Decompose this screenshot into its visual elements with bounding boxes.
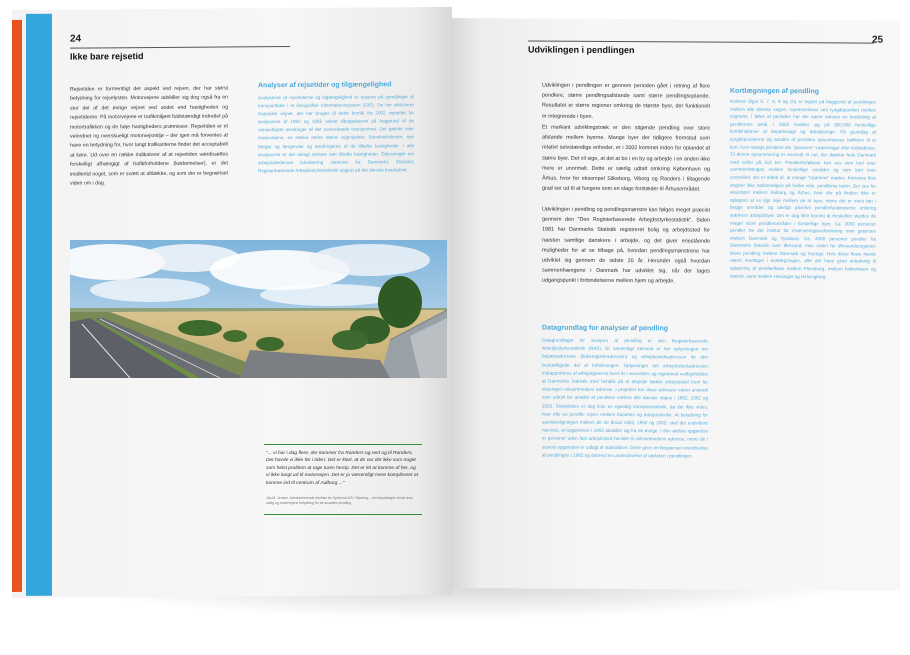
right-running-head: Udviklingen i pendlingen [528, 44, 635, 56]
right-page [452, 18, 900, 591]
right-page-number: 25 [872, 34, 884, 46]
left-sidebar-text: Analyserne af rejsetiderne og tilgængelighed er baseret på opmålinger af transporttider i et Geografisk Informationssystem (GIS). De her eksisterer historiske vejnet, der har bruges til dette formål fra 2002 vejnettet for analyserne af 1992 og 1982 vejnet tilbagedateret på baggrund af de væsentligste ændringer af det overordnede transportnet. Det gælder især motorvejene, en række andre større vejprojekter, Storebæltsbroen, nye færger og færgeruter og ændringerne af de tilladte hastigheder. I alle analyserne er der anlagt samme sæt tilladte hastigheder. Oplysninger om arbejdsstedernes lokalisering stammer fra Danmarks Statistiks Registerbaserede Arbejdsstyrkestatistik opgjort på det danske kvadratnet. [258, 94, 414, 174]
left-sidebar-heading: Analyser af rejsetider og tilgængelighed [258, 81, 392, 90]
left-header-rule [70, 46, 290, 49]
quote-box [264, 444, 422, 516]
highway-photo [70, 240, 447, 378]
right-header-rule [528, 40, 874, 43]
right-sidebar2-heading: Datagrundlag for analyser af pendling [542, 324, 669, 333]
right-sidebar2-text: Datagrundlaget for analyser af pendling er den Registerbaserede Arbejdsstyrkestatistik (RAS). Et væsentligt element er her oplysningen om bopælsadressen (folkeregisteradressen) og arbejdsstedsadressen for den beskæftigede del af befolkningen. Oplysninger om arbejdsstedsadressen indrapporteres af arbejdsgiverne hvert år i november, og registreret vedligeholdes af Danmarks Statistik med henblik på at afspejle faktisk arbejdssted frem for eksempel virksomhedens adresse. I projektet har disse adresser været anvendt som udtryk for antallet af pendlere mellem alle danske sogne i 1982, 1992 og 2002. Statistikken er dog ikke en egentlig transportstatistik, da det ikke vides, hvor ofte en pendler rejser mellem bopælen og arbejdsstedet. At betydning for sammenligningen mellem de tre årstal 1982, 1992 og 2002, skal det endvidere nævnes, at opgørelsen i 1982 adskiller sig fra de øvrige. I den ældste opgørelse er personer uden fast arbejdssted henført til virksomhedens adresse, mens de i senere opgørelser er udlagt af statistikken. Dette giver en begrænset overdrivelse af pendlingen i 1982 og dermed en underdrivelse af væksten i pendlingen. [542, 337, 708, 459]
quote-text: "... vi har i dag flere, der kommer fra Randers og ned og til Randers. Det havde vi ikke før i tiden. Det er klart, at de var det ikke som noget som helst problem at tage turen herop. Det er let at komme af her, og vi ikke langt ud til motorvejen. Det er jo væsentligt mere kompliceret at komme ind til centrum af Aalborg ..." [266, 451, 418, 486]
orange-stripe [12, 20, 22, 592]
right-sidebar1-text: Kortene (figur 6, 7, 8, 9 og 10) er tegnet på baggrund af pendlingen mellem alle danske sogne, repræsenteret ved tyngdepunktet mellem sognene. I løbet af perioden har der været næsten en fordobling af pendlernes antal. I 2002 fordeler sig på 300.000 forskellige kombinationer af bopælssogn og arbejdssogn. På grundlag af tyngdepunkterne og antallet af pendlere opsummeres trafikken til et kort, hvor mange pendlere der "passerer" strækninger eller forbindelser. Til denne opsummering er anvendt et net, der dækker hele Danmark med celler på 2x2 km. Pendlerforløbene kan ses som kort over sammenhængen mellem forskellige områder og som kort over centralitet, der er afledt af, at mange "strømme" mødes. Kortenes flow angiver ikke nødvendigvis på hvilke veje, pendlerne kører. Det ses for eksempel mellem Aalborg og Århus, hvor der på Noden ikke er opløgnet af en lige linje mellem de to byer, mens det er mest tæt i begge områder og særligt påvirket pendlerfunktionerne omkring stærkere arbejdsbyer. Det er dog ikke korrekt at forskellen skyldes de meget store pendlerområder i forskellige byer. Ca. 2000 personer pendler fra det Institut for Grænseregionsforskning over grænsen mellem Danmark og Tyskland. Ca. 4000 personer pendler fra Danmarks Statistik over Øresund, men inden for Øresundsregionen bliver pendling mellem Danmark og Sverige. Hvis disse flows havde været medtaget i kortlægningen, ville det have givet anledning til opløsning af pendlerflows mellem Flensborg, mellem København og Malmö, samt mellem Helsingør og Helsingborg. [730, 98, 876, 279]
right-body-text-3: Udviklingen i pendling og pendlingsmønstre kan følges meget præcist gennem den "Den Registerbaserede Arbejdsstyrkestatistik". Siden 1981 har Danmarks Statistik registreret bolig og arbejdssted for næsten samtlige danskere i arbejde, og det giver enestående muligheder for at se tilbage på, hvordan pendlingsmønstrene har udviklet sig gennem de sidste 20 år. Herunder også hvordan sammenhængene i Danmark har udviklet sig, når der tages udgangspunkt i forbindelserne mellem hjem og arbejde. [542, 206, 710, 285]
quote-top-rule [264, 444, 422, 445]
quote-source: Jan M. Jensen, Administrerende direktør for Hydrema A/S i Støvring – om betydningen af det øvre udvig og motorvejens betydning for de ansattes pendling [266, 496, 413, 505]
blue-stripe [26, 14, 52, 596]
right-body-text-1: Udviklingen i pendlingen er gennem perioden gået i retning af flere pendlere, større pendlingsafstande samt større pendlingsoplande. Resultatet er større regioner omkring de største byer, der funktionelt er integrerede i byen. [542, 82, 710, 120]
left-running-head: Ikke bare rejsetid [70, 51, 144, 62]
left-page-number: 24 [70, 33, 82, 45]
right-sidebar1-heading: Kortlægningen af pendling [730, 87, 820, 96]
left-body-text: Rejsetiden er formentligt det aspekt ved rejsen, der har størst betydning for rejselysten. Motorvejene adskiller sig dog også fra en stor del af det øvrige vejnet ved andet end hastigheden og rejsetiderne. På motorvejene er trafikmiljøet fuldstændigt indrettet på motortrafikken og de høje hastigheders præmisser. Rejsetiden er et velordnet og overskueligt motorvejsmiljø – der igen må forventes at have en betydning for, hvor langt trafikanterne finder det acceptabelt at køre. Ud over en række indikatorer af at rejsetiden værdisættes forskelligt afhængigt af trafikforholdene (kødannelser), er det imidlertid noget, som er svært at afdække, og som der er begrænset viden om i dag. [70, 85, 228, 187]
quote-bottom-rule [264, 514, 422, 515]
right-body-text-2: Et markant udviklingstræk er den stigende pendling over store afstande mellem byerne. Mange byer der tidligere fremstod som relativt selvstændige enheder, er i 2002 kommet inden for oplandet af større byer. Det vil sige, at det at bo i en by og arbejde i en anden ikke mere er unormalt. Dette er særlig udtalt omkring København og Århus, hvor for eksempel Silkeborg, Viborg og Randers i tiltagende grad ser ud til at fungere som en slags forstæder til Århusområdet. [542, 124, 710, 193]
